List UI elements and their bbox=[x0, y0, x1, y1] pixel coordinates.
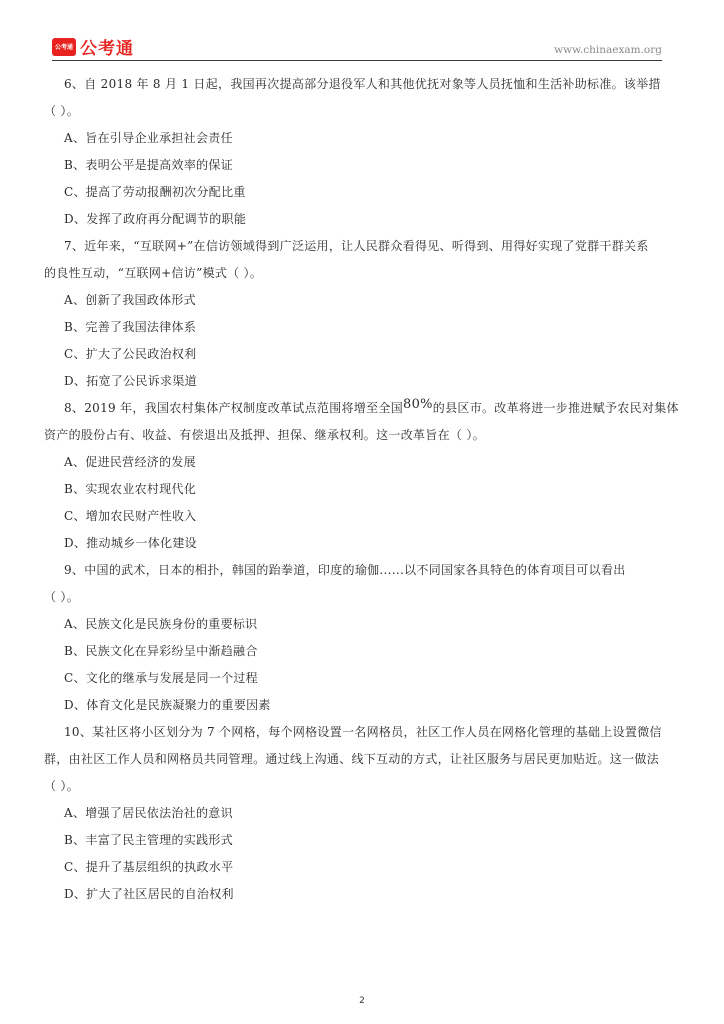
option-c: C、文化的继承与发展是同一个过程 bbox=[64, 671, 258, 685]
option-b: B、丰富了民主管理的实践形式 bbox=[64, 833, 234, 847]
question-stem: 9、中国的武术，日本的相扑，韩国的跆拳道，印度的瑜伽......以不同国家各具特色的体育项目可以看出 bbox=[64, 563, 626, 577]
question-8 bbox=[44, 397, 684, 562]
option-a: A、民族文化是民族身份的重要标识 bbox=[64, 617, 258, 631]
option-c: C、提升了基层组织的执政水平 bbox=[64, 860, 234, 874]
question-stem: 10、某社区将小区划分为 7 个网格，每个网格设置一名网格员，社区工作人员在网格化管理的基础上设置微信 bbox=[64, 725, 662, 739]
question-9 bbox=[44, 562, 684, 724]
option-d: D、拓宽了公民诉求渠道 bbox=[64, 374, 197, 388]
logo-text: 公考通 bbox=[80, 39, 134, 59]
option-b: B、完善了我国法律体系 bbox=[64, 320, 197, 334]
option-b: B、民族文化在异彩纷呈中渐趋融合 bbox=[64, 644, 258, 658]
question-stem: 群，由社区工作人员和网格员共同管理。通过线上沟通、线下互动的方式，让社区服务与居民更加贴近。这一做法 bbox=[44, 752, 660, 766]
site-url: www.chinaexam.org bbox=[554, 44, 662, 56]
percent-value: 80% bbox=[403, 397, 433, 412]
question-stem: （ ）。 bbox=[44, 104, 80, 118]
header-divider bbox=[52, 60, 662, 61]
option-a: A、旨在引导企业承担社会责任 bbox=[64, 131, 233, 145]
question-stem: 6、自 2018 年 8 月 1 日起，我国再次提高部分退役军人和其他优抚对象等人员抚恤和生活补助标准。该举措 bbox=[64, 77, 661, 91]
option-d: D、体育文化是民族凝聚力的重要因素 bbox=[64, 698, 271, 712]
option-d: D、发挥了政府再分配调节的职能 bbox=[64, 212, 247, 226]
logo-badge: 公考通 bbox=[52, 38, 76, 56]
option-c: C、提高了劳动报酬初次分配比重 bbox=[64, 185, 246, 199]
stem-text: 8、2019 年，我国农村集体产权制度改革试点范围将增至全国 bbox=[64, 401, 403, 415]
question-6 bbox=[44, 76, 684, 238]
question-stem: 7、近年来，“互联网+”在信访领域得到广泛运用，让人民群众看得见、听得到、用得好实现了党群干群关系 bbox=[64, 239, 649, 253]
option-a: A、增强了居民依法治社的意识 bbox=[64, 806, 233, 820]
option-a: A、创新了我国政体形式 bbox=[64, 293, 196, 307]
question-7 bbox=[44, 238, 684, 400]
question-stem: （ ）。 bbox=[44, 779, 80, 793]
question-stem: 资产的股份占有、收益、有偿退出及抵押、担保、继承权利。这一改革旨在（ ）。 bbox=[44, 428, 485, 442]
page-header bbox=[52, 34, 662, 60]
option-c: C、增加农民财产性收入 bbox=[64, 509, 197, 523]
question-stem: （ ）。 bbox=[44, 590, 80, 604]
option-a: A、促进民营经济的发展 bbox=[64, 455, 196, 469]
question-10 bbox=[44, 724, 684, 913]
page-number: 2 bbox=[359, 996, 365, 1006]
option-d: D、推动城乡一体化建设 bbox=[64, 536, 197, 550]
option-c: C、扩大了公民政治权利 bbox=[64, 347, 197, 361]
logo bbox=[52, 34, 134, 59]
stem-text: 的县区市。改革将进一步推进赋予农民对集体 bbox=[432, 401, 679, 415]
option-b: B、表明公平是提高效率的保证 bbox=[64, 158, 234, 172]
option-d: D、扩大了社区居民的自治权利 bbox=[64, 887, 234, 901]
option-b: B、实现农业农村现代化 bbox=[64, 482, 197, 496]
question-stem: 的良性互动，“互联网+信访”模式（ ）。 bbox=[44, 266, 263, 280]
question-list bbox=[44, 76, 684, 913]
question-stem bbox=[44, 397, 684, 427]
